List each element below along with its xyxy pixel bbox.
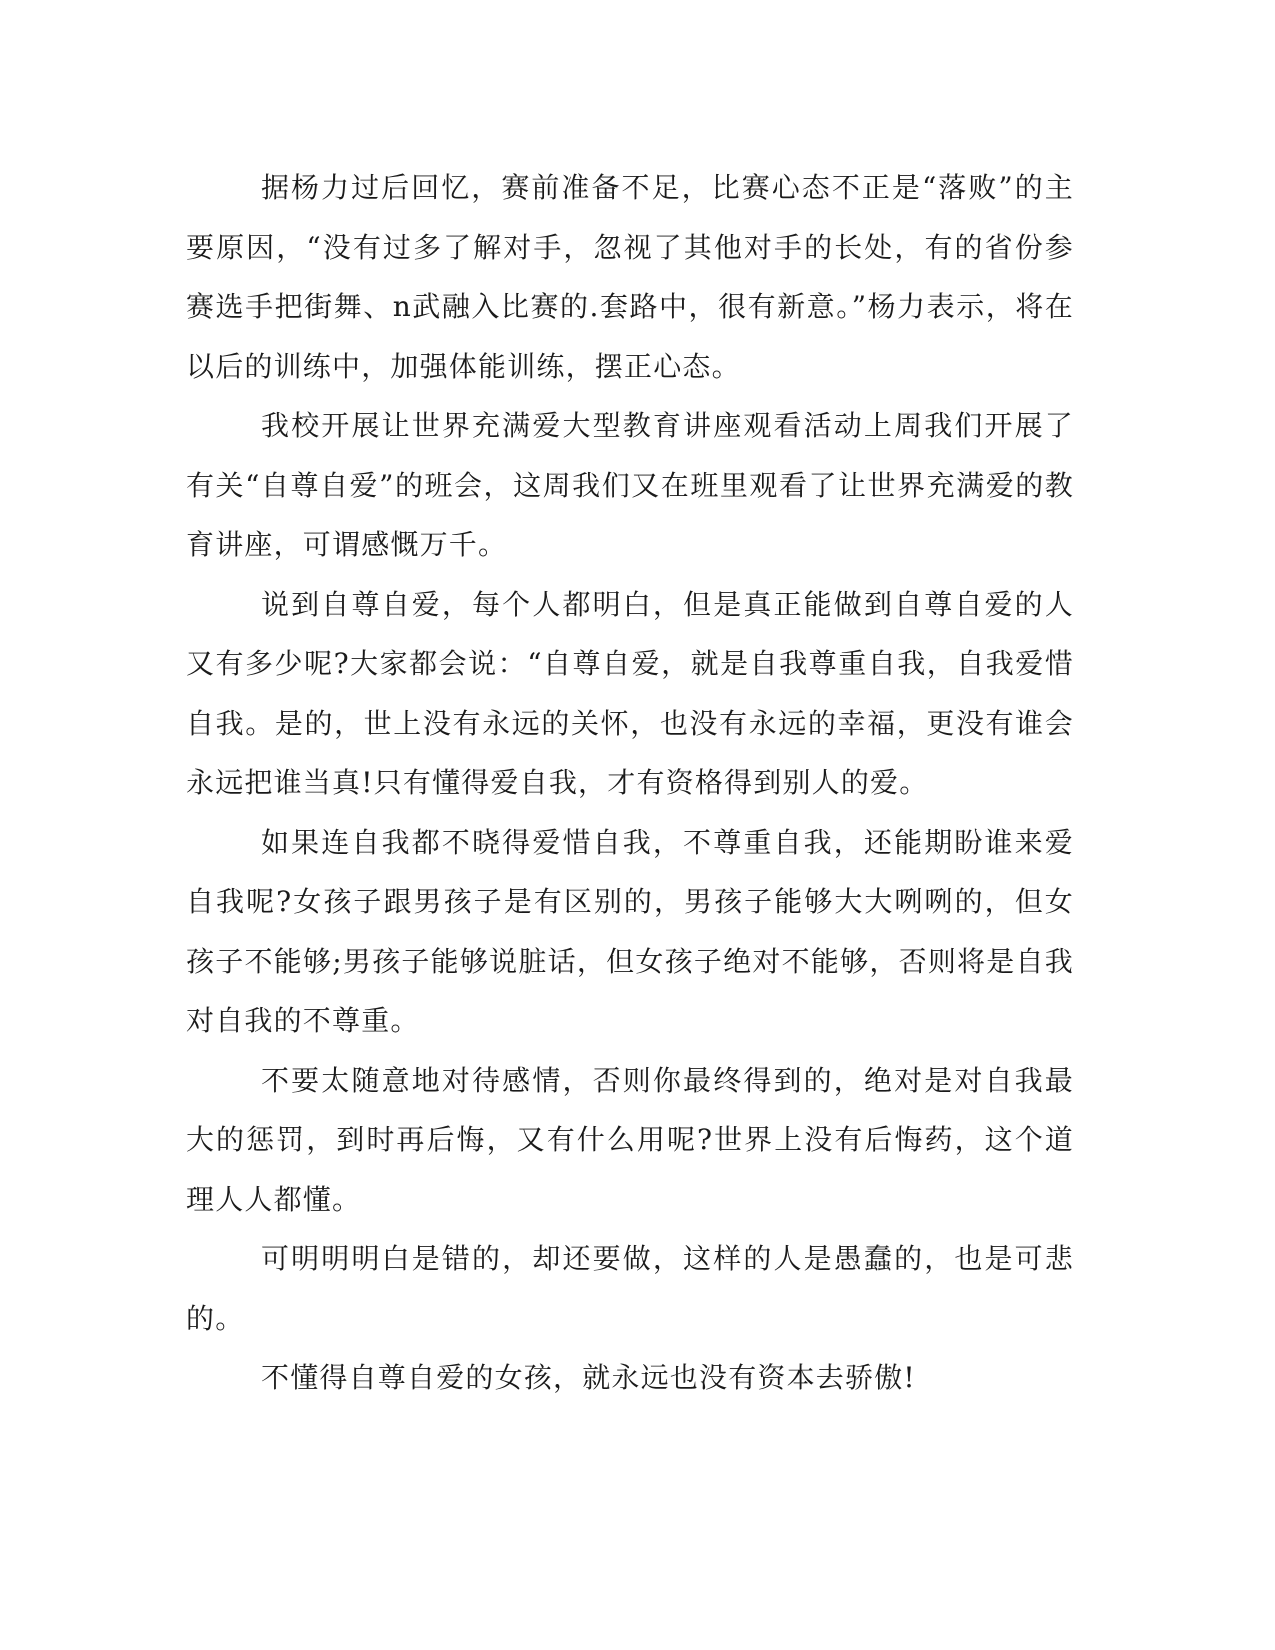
paragraph: 可明明明白是错的，却还要做，这样的人是愚蠢的，也是可悲的。 [186,1242,1074,1335]
paragraph: 不懂得自尊自爱的女孩，就永远也没有资本去骄傲! [261,1361,916,1394]
paragraph: 我校开展让世界充满爱大型教育讲座观看活动上周我们开展了有关“自尊自爱”的班会，这周我们又在班里观看了让世界充满爱的教育讲座，可谓感慨万千。 [186,409,1074,561]
paragraph: 不要太随意地对待感情，否则你最终得到的，绝对是对自我最大的惩罚，到时再后悔，又有什么用呢?世界上没有后悔药，这个道理人人都懂。 [186,1063,1074,1216]
paragraph: 说到自尊自爱，每个人都明白，但是真正能做到自尊自爱的人又有多少呢?大家都会说：“自尊自爱，就是自我尊重自我，自我爱惜自我。是的，世上没有永远的关怀，也没有永远的幸福，更没有谁会永远把谁当真!只有懂得爱自我，才有资格得到别人的爱。 [186,587,1074,799]
paragraph: 据杨力过后回忆，赛前准备不足，比赛心态不正是“落败”的主要原因，“没有过多了解对手，忽视了其他对手的长处，有的省份参赛选手把街舞、n武融入比赛的.套路中，很有新意。”杨力表示，将在以后的训练中，加强体能训练，摆正心态。 [186,171,1074,383]
paragraph: 如果连自我都不晓得爱惜自我，不尊重自我，还能期盼谁来爱自我呢?女孩子跟男孩子是有区别的，男孩子能够大大咧咧的，但女孩子不能够;男孩子能够说脏话，但女孩子绝对不能够，否则将是自我对自我的不尊重。 [186,825,1074,1037]
document-body [186,158,1074,1408]
